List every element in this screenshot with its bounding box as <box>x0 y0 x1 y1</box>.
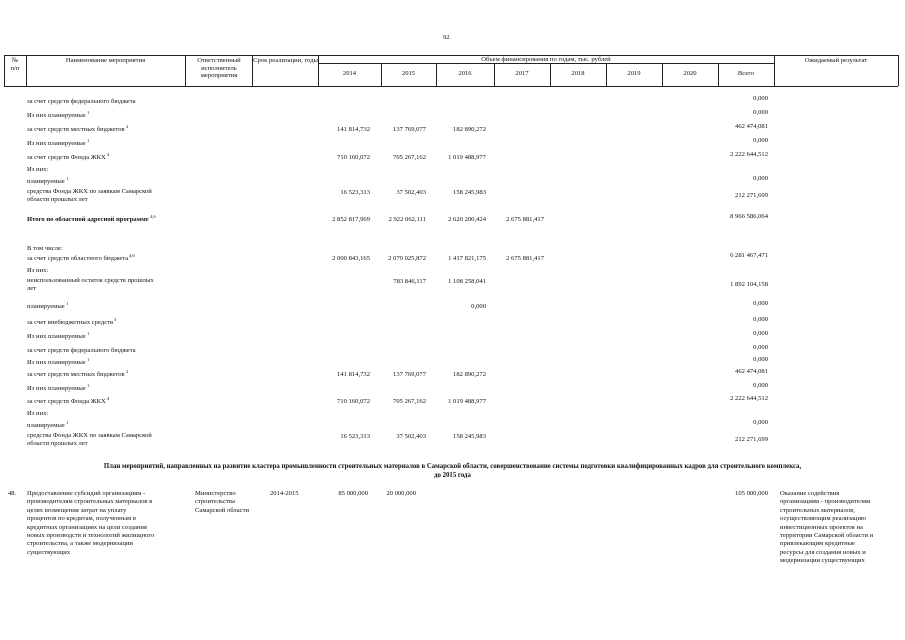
row-footnote-mark: 2 <box>126 369 129 374</box>
item-total: 105 000,000 <box>735 490 768 497</box>
row-footnote-mark: 1 <box>66 301 69 306</box>
row-value-2016: 1 108 258,041 <box>448 278 486 285</box>
row-label-continued: области прошлых лет <box>27 196 88 203</box>
row-value-2014: 141 814,732 <box>337 371 370 378</box>
row-label: Из них планируемые <box>27 385 86 392</box>
header-no: № п/п <box>10 57 20 72</box>
item-name-line: строительства, а также модернизации <box>27 540 133 548</box>
header-year-2015: 2015 <box>401 70 416 77</box>
row-footnote-mark: 4,6 <box>129 253 135 258</box>
row-total: 0,000 <box>753 382 768 389</box>
row-label: за счет внебюджетных средств <box>27 319 114 326</box>
row-total: 0,000 <box>753 95 768 102</box>
row-value-2016: 182 890,272 <box>453 371 486 378</box>
row-label: за счет средств федерального бюджета <box>27 347 136 354</box>
row-total: 0,000 <box>753 316 768 323</box>
item-number: 48. <box>8 490 17 497</box>
row-label: Из них планируемые <box>27 333 86 340</box>
row-label: неиспользованный остаток средств прошлых <box>27 277 154 284</box>
row-label: Из них планируемые <box>27 112 86 119</box>
row-footnote-mark: 1 <box>87 138 90 143</box>
row-label: планируемые <box>27 303 65 310</box>
row-label-continued: области прошлых лет <box>27 440 88 447</box>
row-total: 462 474,081 <box>735 123 768 130</box>
row-value-2017: 2 675 881,417 <box>506 255 544 262</box>
item-executor-line: Министерство <box>195 490 236 497</box>
row-value-2016: 0,000 <box>471 303 486 310</box>
item-result-line: привлекающим кредитные <box>780 540 855 548</box>
row-footnote-mark: 4 <box>107 396 110 401</box>
row-value-2014: 2 852 817,969 <box>332 216 370 223</box>
item-result-line: ресурсы для создания новых и <box>780 548 866 556</box>
item-name-line: производителям строительных материалов в <box>27 498 153 506</box>
row-value-2016: 158 245,983 <box>453 433 486 440</box>
row-value-2016: 1 019 488,977 <box>448 398 486 405</box>
row-label: Итого по областной адресной программе <box>27 216 149 223</box>
header-bottom-border <box>4 86 898 87</box>
row-label: средства Фонда ЖКХ по заявкам Самарской <box>27 188 152 195</box>
item-result-line: Оказание содействия <box>780 490 840 497</box>
item-executor-line: Самарской области <box>195 506 249 514</box>
row-value-2015: 37 502,403 <box>396 189 426 196</box>
row-footnote-mark: 1 <box>87 357 90 362</box>
col-line <box>185 55 186 86</box>
row-total: 462 474,081 <box>735 368 768 375</box>
row-label: Из них планируемые <box>27 140 86 147</box>
row-value-2015: 705 267,162 <box>393 154 426 161</box>
row-total: 0,000 <box>753 175 768 182</box>
header-total: Всего <box>737 70 755 77</box>
row-label: за счет средств федерального бюджета <box>27 98 136 105</box>
row-label: планируемые <box>27 178 65 185</box>
row-footnote-mark: 3 <box>114 317 117 322</box>
row-value-2014: 16 523,313 <box>340 433 370 440</box>
item-result-line: осуществляющим реализацию <box>780 515 866 523</box>
item-value-2014: 85 000,000 <box>338 490 368 497</box>
item-result-line: модернизации существующих <box>780 557 865 565</box>
row-label: Из них: <box>27 410 49 417</box>
row-total: 0,000 <box>753 330 768 337</box>
row-label: за счет средств местных бюджетов <box>27 371 125 378</box>
row-total: 2 222 644,512 <box>730 395 768 402</box>
header-term: Срок реализации, годы <box>253 57 318 64</box>
row-label: Из них: <box>27 166 49 173</box>
row-label: за счет средств местных бюджетов <box>27 126 125 133</box>
row-total: 1 892 104,158 <box>730 281 768 288</box>
item-result-line: территории Самарской области и <box>780 532 874 539</box>
row-footnote-mark: 4,6 <box>150 214 156 219</box>
col-line <box>898 55 899 86</box>
row-value-2014: 141 814,732 <box>337 126 370 133</box>
item-result-line: инвестиционных проектов на <box>780 523 863 531</box>
row-total: 0,000 <box>753 419 768 426</box>
item-name-line: процентов по кредитам, полученным в <box>27 515 137 523</box>
header-year-2017: 2017 <box>515 70 529 77</box>
header-year-2020: 2020 <box>683 70 697 77</box>
header-year-2014: 2014 <box>342 70 357 77</box>
item-executor-line: строительства <box>195 498 235 506</box>
row-footnote-mark: 1 <box>87 331 90 336</box>
row-value-2016: 182 890,272 <box>453 126 486 133</box>
item-name-line: целях возмещения затрат на уплату <box>27 506 127 514</box>
row-label-continued: лет <box>27 285 37 292</box>
row-label: за счет средств Фонда ЖКХ <box>27 154 106 161</box>
header-executor: Ответственный исполнитель мероприятия <box>197 57 241 80</box>
row-label: за счет средств областного бюджета <box>27 255 129 262</box>
header-year-2019: 2019 <box>627 70 641 77</box>
row-total: 6 281 467,471 <box>730 252 768 259</box>
row-total: 212 271,699 <box>735 436 768 443</box>
row-value-2016: 2 620 200,424 <box>448 216 486 223</box>
row-label: Из них планируемые <box>27 359 86 366</box>
row-value-2015: 2 079 025,872 <box>388 255 426 262</box>
item-name-line: существующих <box>27 548 71 556</box>
row-label: планируемые <box>27 422 65 429</box>
row-footnote-mark: 1 <box>87 110 90 115</box>
row-value-2014: 710 160,072 <box>337 398 370 405</box>
row-value-2014: 16 523,313 <box>340 189 370 196</box>
row-label: за счет средств Фонда ЖКХ <box>27 398 106 405</box>
row-total: 2 222 644,512 <box>730 151 768 158</box>
row-value-2015: 705 267,162 <box>393 398 426 405</box>
section-title: План мероприятий, направленных на развитие кластера промышленности строительных материалов в Самарской области, совершенствование системы подготовки квалифицированных кадров для строительного комплекса, <box>103 463 802 470</box>
row-total: 0,000 <box>753 344 768 351</box>
row-value-2015: 137 769,077 <box>393 371 426 378</box>
row-value-2015: 2 922 062,111 <box>388 216 426 223</box>
item-name-line: новых производств и технологий жилищного <box>27 532 155 539</box>
item-result-line: строительных материалов, <box>780 506 855 514</box>
item-value-2015: 20 000,000 <box>386 490 416 497</box>
row-value-2016: 1 019 488,977 <box>448 154 486 161</box>
row-total: 0,000 <box>753 300 768 307</box>
row-total: 8 966 586,064 <box>730 213 768 220</box>
row-value-2016: 1 417 821,175 <box>448 255 486 262</box>
row-footnote-mark: 1 <box>66 420 69 425</box>
row-value-2014: 2 000 843,165 <box>332 255 370 262</box>
row-label: средства Фонда ЖКХ по заявкам Самарской <box>27 432 152 439</box>
header-financing: Объем финансирования по годам, тыс. рублей <box>481 56 611 63</box>
row-footnote-mark: 2 <box>126 124 129 129</box>
item-term: 2014-2015 <box>270 490 299 497</box>
item-name-line: кредитных организациях на цели создания <box>27 523 147 531</box>
section-title-end: до 2015 года <box>434 472 471 479</box>
row-label: В том числе: <box>27 245 63 252</box>
row-total: 0,000 <box>753 137 768 144</box>
page-number: 92 <box>443 34 450 41</box>
header-year-2018: 2018 <box>571 70 585 77</box>
row-footnote-mark: 1 <box>87 383 90 388</box>
header-name: Наименование мероприятия <box>65 57 146 64</box>
header-result: Ожидаемый результат <box>804 57 868 64</box>
row-label: Из них: <box>27 267 49 274</box>
row-value-2015: 37 502,403 <box>396 433 426 440</box>
item-result-line: организациям - производителям <box>780 498 871 506</box>
header-year-2016: 2016 <box>458 70 472 77</box>
row-value-2014: 710 160,072 <box>337 154 370 161</box>
item-name-line: Предоставление субсидий организациям - <box>27 490 146 497</box>
row-value-2017: 2 675 881,417 <box>506 216 544 223</box>
row-footnote-mark: 4 <box>107 152 110 157</box>
row-value-2015: 137 769,077 <box>393 126 426 133</box>
row-value-2016: 158 245,983 <box>453 189 486 196</box>
row-footnote-mark: 1 <box>66 176 69 181</box>
row-total: 0,000 <box>753 356 768 363</box>
row-total: 0,000 <box>753 109 768 116</box>
row-total: 212 271,699 <box>735 192 768 199</box>
row-value-2015: 783 846,117 <box>393 278 426 285</box>
